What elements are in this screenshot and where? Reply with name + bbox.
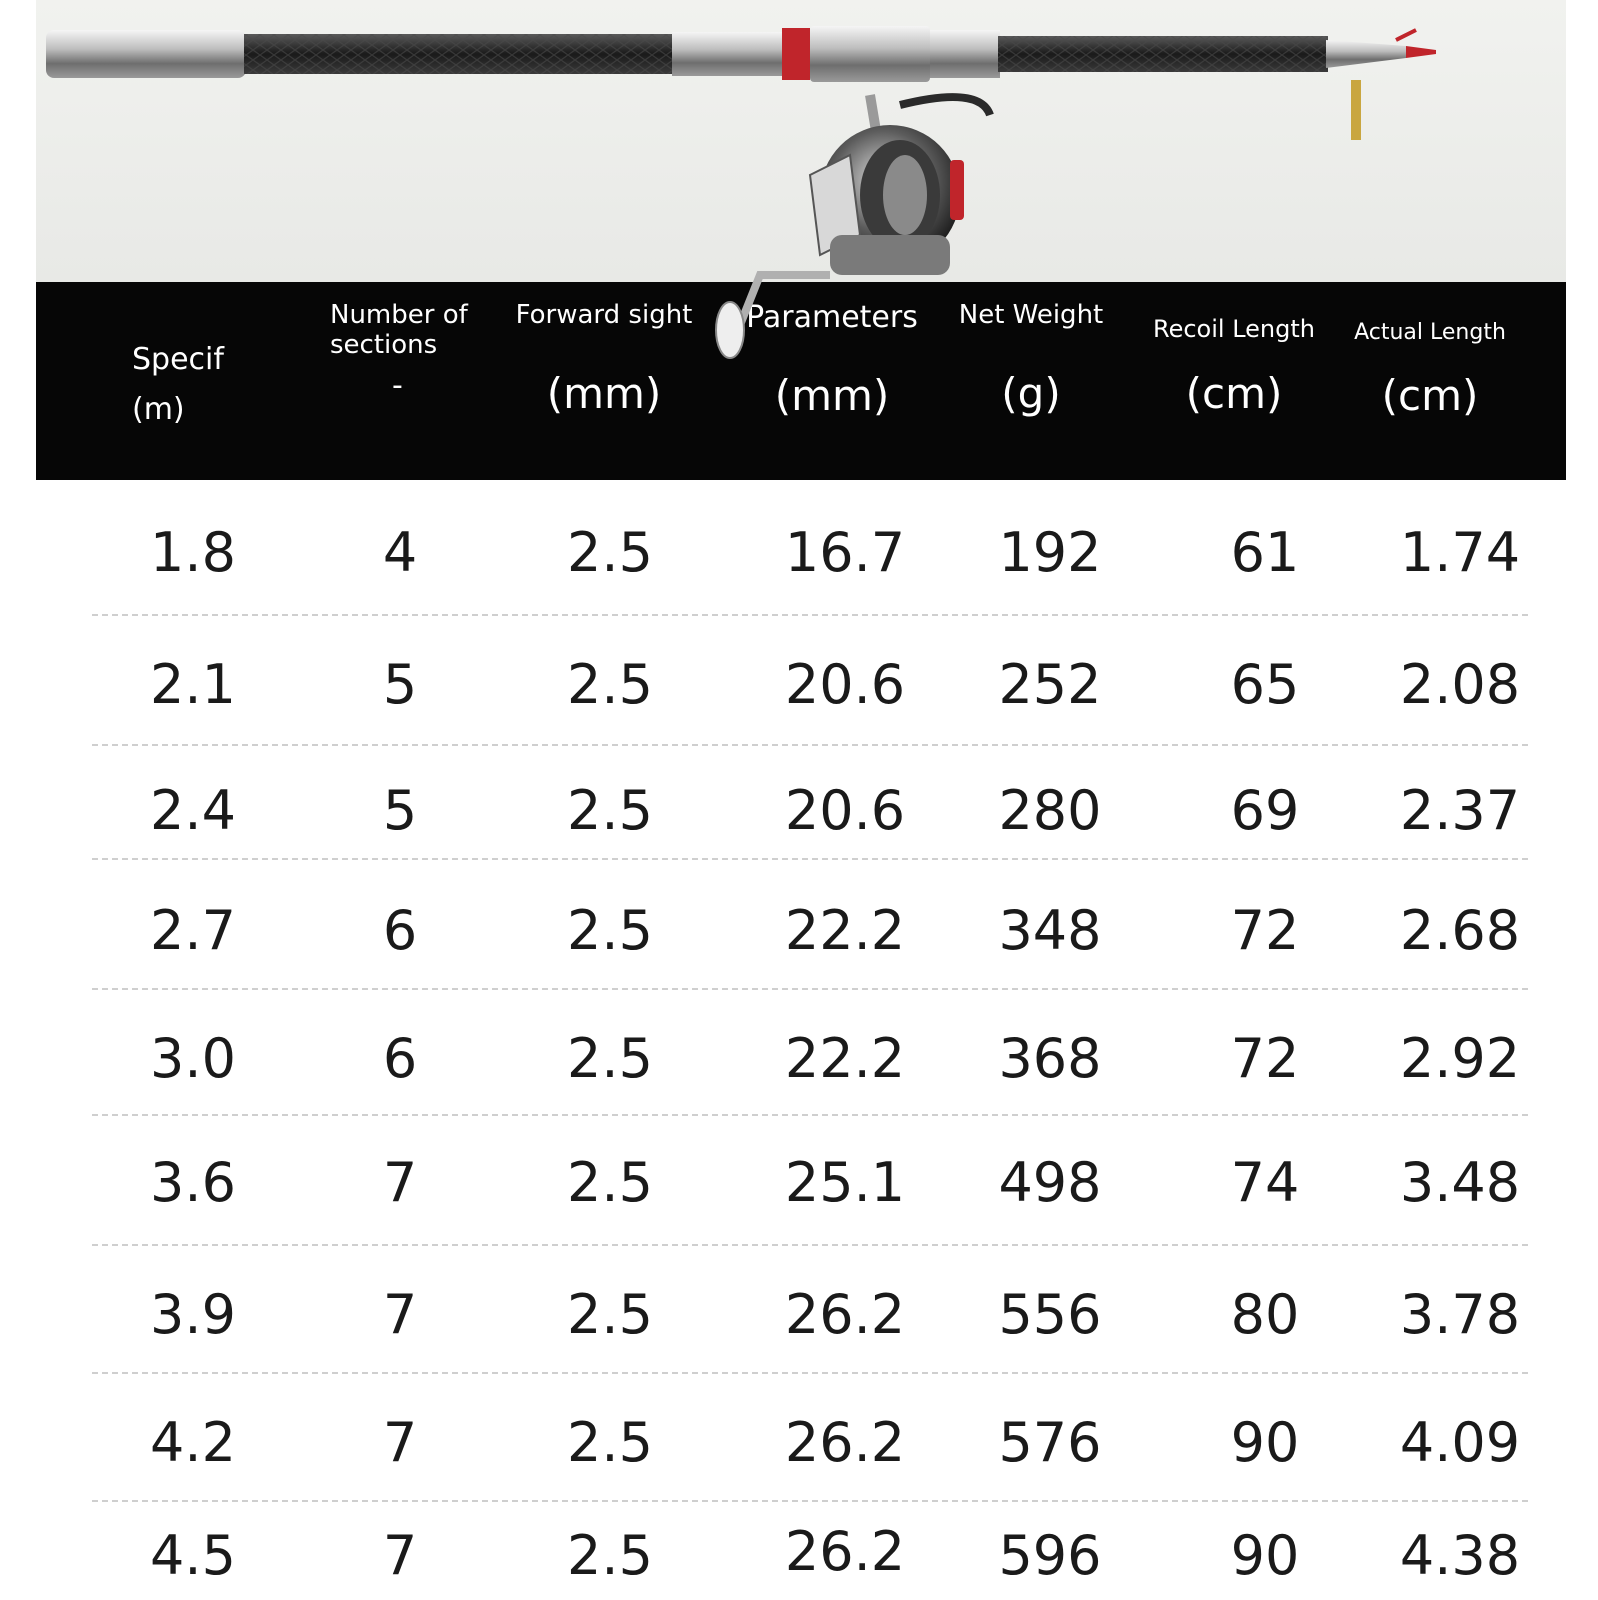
cell-actual-length: 2.08: [1399, 652, 1521, 716]
cell-parameters: 20.6: [784, 778, 906, 842]
cell-parameters: 26.2: [784, 1410, 906, 1474]
cell-actual-length: 3.48: [1399, 1150, 1521, 1214]
cell-specif: 1.8: [150, 520, 236, 584]
header-sections: [330, 300, 468, 404]
header-sections-unit: -: [392, 368, 403, 403]
cell-actual-length: 4.38: [1399, 1524, 1521, 1587]
cell-sections: 6: [382, 1026, 418, 1090]
header-actual-length-unit: (cm): [1381, 371, 1479, 420]
header-sections-label: Number of: [330, 300, 468, 330]
cell-sections: 7: [382, 1524, 418, 1587]
table-row: [0, 488, 1598, 616]
cell-forward-sight: 2.5: [567, 1150, 653, 1214]
cell-sections: 5: [382, 652, 418, 716]
cell-forward-sight: 2.5: [567, 1524, 653, 1587]
header-forward-sight: [514, 300, 694, 418]
cell-actual-length: 2.68: [1399, 898, 1521, 962]
cell-sections: 6: [382, 898, 418, 962]
cell-specif: 3.6: [150, 1150, 236, 1214]
header-parameters-label: Parameters: [746, 300, 918, 335]
cell-recoil-length: 90: [1230, 1410, 1300, 1474]
header-sections-label-2: sections: [330, 330, 438, 360]
cell-recoil-length: 80: [1230, 1282, 1300, 1346]
header-recoil-length: [1146, 314, 1322, 418]
cell-parameters: 26.2: [784, 1282, 906, 1346]
cell-recoil-length: 74: [1230, 1150, 1300, 1214]
cell-sections: 7: [382, 1150, 418, 1214]
cell-net-weight: 280: [998, 778, 1102, 842]
cell-specif: 3.9: [150, 1282, 236, 1346]
cell-net-weight: 596: [998, 1524, 1102, 1587]
cell-actual-length: 1.74: [1399, 520, 1521, 584]
cell-net-weight: 556: [998, 1282, 1102, 1346]
cell-net-weight: 348: [998, 898, 1102, 962]
header-parameters-unit: (mm): [774, 371, 890, 420]
cell-forward-sight: 2.5: [567, 778, 653, 842]
cell-forward-sight: 2.5: [567, 898, 653, 962]
spinning-reel-image: [700, 85, 1040, 375]
table-row: [0, 620, 1598, 748]
header-specif-label: Specif: [132, 342, 224, 377]
table-row: [0, 1378, 1598, 1506]
cell-recoil-length: 69: [1230, 778, 1300, 842]
cell-parameters: 22.2: [784, 1026, 906, 1090]
row-divider: [92, 1114, 1528, 1116]
row-divider: [92, 1244, 1528, 1246]
cell-parameters: 16.7: [784, 520, 906, 584]
cell-recoil-length: 65: [1230, 652, 1300, 716]
header-specif: [132, 342, 224, 428]
row-divider: [92, 858, 1528, 860]
cell-parameters: 26.2: [784, 1520, 906, 1583]
cell-forward-sight: 2.5: [567, 1282, 653, 1346]
cell-parameters: 25.1: [784, 1150, 906, 1214]
cell-specif: 2.7: [150, 898, 236, 962]
table-row: [0, 994, 1598, 1122]
cell-net-weight: 192: [998, 520, 1102, 584]
row-divider: [92, 988, 1528, 990]
cell-specif: 2.1: [150, 652, 236, 716]
cell-net-weight: 498: [998, 1150, 1102, 1214]
cell-sections: 7: [382, 1410, 418, 1474]
table-row: [0, 1250, 1598, 1378]
cell-forward-sight: 2.5: [567, 1410, 653, 1474]
cell-sections: 5: [382, 778, 418, 842]
cell-forward-sight: 2.5: [567, 652, 653, 716]
cell-recoil-length: 72: [1230, 1026, 1300, 1090]
cell-parameters: 20.6: [784, 652, 906, 716]
header-actual-length-label: Actual Length: [1354, 320, 1506, 345]
cell-actual-length: 2.37: [1399, 778, 1521, 842]
cell-recoil-length: 90: [1230, 1524, 1300, 1587]
cell-sections: 4: [382, 520, 418, 584]
cell-net-weight: 368: [998, 1026, 1102, 1090]
cell-forward-sight: 2.5: [567, 1026, 653, 1090]
table-row: [0, 1118, 1598, 1246]
table-row: [0, 746, 1598, 874]
header-forward-sight-label: Forward sight: [515, 300, 693, 330]
cell-actual-length: 4.09: [1399, 1410, 1521, 1474]
cell-specif: 4.2: [150, 1410, 236, 1474]
header-net-weight-unit: (g): [1001, 369, 1061, 418]
cell-parameters: 22.2: [784, 898, 906, 962]
header-recoil-length-unit: (cm): [1185, 369, 1283, 418]
header-specif-unit: (m): [132, 392, 185, 427]
cell-net-weight: 252: [998, 652, 1102, 716]
cell-specif: 4.5: [150, 1524, 236, 1587]
table-row: [0, 866, 1598, 994]
header-forward-sight-unit: (mm): [546, 369, 662, 418]
header-recoil-length-label: Recoil Length: [1153, 315, 1315, 343]
header-actual-length: [1342, 318, 1518, 420]
cell-recoil-length: 61: [1230, 520, 1300, 584]
cell-specif: 2.4: [150, 778, 236, 842]
cell-actual-length: 3.78: [1399, 1282, 1521, 1346]
table-row: [0, 1502, 1598, 1600]
row-divider: [92, 1372, 1528, 1374]
cell-net-weight: 576: [998, 1410, 1102, 1474]
cell-recoil-length: 72: [1230, 898, 1300, 962]
cell-sections: 7: [382, 1282, 418, 1346]
row-divider: [92, 614, 1528, 616]
cell-specif: 3.0: [150, 1026, 236, 1090]
cell-forward-sight: 2.5: [567, 520, 653, 584]
cell-actual-length: 2.92: [1399, 1026, 1521, 1090]
header-net-weight-label: Net Weight: [958, 300, 1104, 330]
